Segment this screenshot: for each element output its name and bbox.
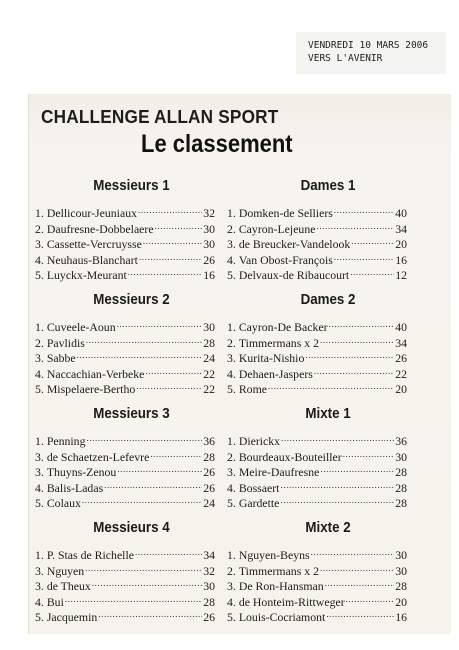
entry-name: Van Obost-François bbox=[238, 252, 333, 267]
dot-leader bbox=[117, 316, 203, 331]
dot-leader bbox=[334, 202, 394, 217]
ranking-entry bbox=[227, 202, 407, 221]
entry-rank: 3. bbox=[35, 579, 44, 594]
entry-rank: 4. bbox=[227, 252, 236, 267]
entry-name: Balis-Ladas bbox=[46, 480, 104, 495]
ranking-entry bbox=[227, 430, 407, 449]
dot-leader bbox=[86, 331, 202, 346]
entry-team bbox=[227, 579, 325, 594]
dot-leader bbox=[316, 217, 394, 232]
entry-team bbox=[35, 496, 82, 511]
entry-name: Timmermans x 2 bbox=[238, 563, 319, 578]
entry-name: Naccachian-Verbeke bbox=[46, 366, 145, 381]
entry-name: Timmermans x 2 bbox=[238, 335, 319, 350]
entry-score: 34 bbox=[203, 548, 215, 563]
entry-team bbox=[35, 610, 98, 625]
entry-team bbox=[227, 610, 326, 625]
entry-name: Bossaert bbox=[238, 480, 280, 495]
entry-name: Bourdeaux-Bouteiller bbox=[238, 449, 342, 464]
entry-score: 28 bbox=[203, 449, 215, 464]
dot-leader bbox=[305, 347, 394, 362]
clipping-date: VENDREDI 10 MARS 2006 bbox=[308, 40, 429, 51]
entry-rank: 1. bbox=[227, 206, 236, 221]
ranking-entry bbox=[35, 202, 215, 221]
entry-team bbox=[227, 222, 316, 237]
ranking-entry bbox=[35, 544, 215, 563]
entry-name: Meire-Daufresne bbox=[238, 465, 320, 480]
entry-name: Dehaen-Jaspers bbox=[238, 366, 313, 381]
dot-leader bbox=[117, 461, 202, 476]
entry-team bbox=[35, 382, 136, 397]
entry-team bbox=[35, 253, 139, 268]
entry-score: 22 bbox=[395, 366, 407, 381]
section-title: Messieurs 2 bbox=[93, 292, 170, 308]
entry-rank: 3. bbox=[227, 351, 236, 366]
section-dames-1 bbox=[227, 176, 407, 282]
dot-leader bbox=[150, 445, 202, 460]
entry-team bbox=[227, 253, 334, 268]
section-title: Dames 2 bbox=[300, 292, 356, 308]
entry-name: Rome bbox=[238, 381, 267, 396]
dot-leader bbox=[334, 248, 394, 263]
entry-rank: 5. bbox=[227, 381, 236, 396]
entry-name: Louis-Cocriamont bbox=[238, 609, 326, 624]
entry-score: 30 bbox=[203, 237, 215, 252]
entry-name: Bui bbox=[46, 594, 64, 609]
entry-score: 34 bbox=[395, 221, 407, 236]
entry-rank: 2. bbox=[227, 449, 236, 464]
entry-rank: 3. bbox=[227, 465, 236, 480]
entry-score: 26 bbox=[395, 351, 407, 366]
entry-team bbox=[227, 320, 329, 335]
entry-team bbox=[35, 595, 65, 610]
entry-rank: 1. bbox=[35, 434, 44, 449]
entry-rank: 4. bbox=[35, 252, 44, 267]
entry-name: Nguyen bbox=[46, 563, 85, 578]
entry-rank: 3. bbox=[227, 237, 236, 252]
dot-leader bbox=[329, 316, 395, 331]
entry-rank: 1. bbox=[35, 206, 44, 221]
entry-score: 28 bbox=[395, 465, 407, 480]
dot-leader bbox=[65, 590, 202, 605]
entry-rank: 2. bbox=[35, 335, 44, 350]
entry-name: Gardette bbox=[238, 495, 280, 510]
dot-leader bbox=[139, 248, 202, 263]
section-title: Messieurs 3 bbox=[93, 406, 170, 422]
entry-name: De Ron-Hansman bbox=[238, 579, 324, 594]
dot-leader bbox=[136, 378, 202, 393]
ranking-entry bbox=[35, 316, 215, 335]
entry-rank: 5. bbox=[227, 267, 236, 282]
dot-leader bbox=[82, 492, 202, 507]
dot-leader bbox=[320, 559, 394, 574]
dot-leader bbox=[145, 362, 202, 377]
entry-team bbox=[227, 548, 311, 563]
dot-leader bbox=[143, 233, 202, 248]
entry-name: Cayron-Lejeune bbox=[238, 221, 316, 236]
entry-score: 28 bbox=[395, 480, 407, 495]
article-title: Le classement bbox=[141, 130, 293, 158]
entry-score: 22 bbox=[203, 366, 215, 381]
ranking-entry bbox=[35, 430, 215, 449]
entry-score: 24 bbox=[203, 495, 215, 510]
entry-score: 30 bbox=[395, 563, 407, 578]
entry-score: 40 bbox=[395, 206, 407, 221]
ranking-entry bbox=[227, 544, 407, 563]
section-dames-2 bbox=[227, 290, 407, 396]
entry-score: 16 bbox=[203, 267, 215, 282]
section-mixte-2 bbox=[227, 518, 407, 624]
entry-team bbox=[227, 481, 280, 496]
entry-name: Delvaux-de Ribaucourt bbox=[238, 267, 350, 282]
dot-leader bbox=[86, 430, 202, 445]
dot-leader bbox=[281, 430, 394, 445]
entry-rank: 2. bbox=[227, 221, 236, 236]
entry-score: 30 bbox=[395, 449, 407, 464]
entry-score: 26 bbox=[203, 252, 215, 267]
dot-leader bbox=[98, 606, 202, 621]
dot-leader bbox=[85, 559, 202, 574]
entry-name: de Honteim-Rittweger bbox=[238, 594, 345, 609]
entry-team bbox=[227, 434, 281, 449]
entry-team bbox=[227, 237, 351, 252]
entry-name: Pavlidis bbox=[46, 335, 85, 350]
entry-score: 30 bbox=[203, 579, 215, 594]
entry-name: Domken-de Selliers bbox=[238, 206, 333, 221]
entry-name: Jacquemin bbox=[46, 609, 98, 624]
entry-team bbox=[35, 367, 145, 382]
entry-rank: 2. bbox=[227, 563, 236, 578]
entry-rank: 2. bbox=[35, 221, 44, 236]
entry-name: de Theux bbox=[46, 579, 91, 594]
ranking-entry bbox=[227, 316, 407, 335]
entry-score: 26 bbox=[203, 465, 215, 480]
entry-name: de Schaetzen-Lefevre bbox=[46, 449, 150, 464]
entry-rank: 3. bbox=[35, 449, 44, 464]
entry-score: 28 bbox=[395, 579, 407, 594]
dot-leader bbox=[138, 202, 202, 217]
entry-name: de Breucker-Vandelook bbox=[238, 237, 351, 252]
entry-rank: 3. bbox=[35, 563, 44, 578]
entry-name: Kurita-Nishio bbox=[238, 351, 305, 366]
section-messieurs-3 bbox=[35, 404, 215, 510]
dot-leader bbox=[268, 378, 394, 393]
dot-leader bbox=[92, 575, 202, 590]
dot-leader bbox=[343, 445, 395, 460]
entry-score: 28 bbox=[203, 335, 215, 350]
entry-rank: 3. bbox=[35, 237, 44, 252]
entry-score: 36 bbox=[395, 434, 407, 449]
entry-name: Dierickx bbox=[238, 434, 281, 449]
entry-score: 32 bbox=[203, 206, 215, 221]
entry-score: 26 bbox=[203, 480, 215, 495]
entry-name: Sabbe bbox=[46, 351, 76, 366]
section-title: Dames 1 bbox=[300, 178, 356, 194]
entry-team bbox=[35, 206, 138, 221]
entry-score: 28 bbox=[203, 594, 215, 609]
entry-team bbox=[35, 268, 128, 283]
entry-team bbox=[35, 237, 143, 252]
entry-team bbox=[227, 564, 320, 579]
entry-score: 26 bbox=[203, 609, 215, 624]
entry-score: 28 bbox=[395, 495, 407, 510]
dot-leader bbox=[351, 233, 394, 248]
entry-score: 30 bbox=[203, 320, 215, 335]
entry-score: 34 bbox=[395, 335, 407, 350]
entry-rank: 5. bbox=[35, 381, 44, 396]
entry-score: 20 bbox=[395, 237, 407, 252]
dot-leader bbox=[320, 461, 394, 476]
entry-score: 40 bbox=[395, 320, 407, 335]
section-messieurs-4 bbox=[35, 518, 215, 624]
dot-leader bbox=[135, 544, 202, 559]
entry-team bbox=[35, 222, 155, 237]
dot-leader bbox=[314, 362, 394, 377]
dot-leader bbox=[128, 264, 202, 279]
dot-leader bbox=[280, 476, 394, 491]
entry-name: Penning bbox=[46, 434, 86, 449]
entry-rank: 1. bbox=[35, 548, 44, 563]
entry-rank: 4. bbox=[227, 594, 236, 609]
entry-team bbox=[227, 496, 280, 511]
section-title: Messieurs 4 bbox=[93, 520, 170, 536]
dot-leader bbox=[346, 590, 395, 605]
entry-score: 24 bbox=[203, 351, 215, 366]
dot-leader bbox=[326, 606, 394, 621]
section-messieurs-1 bbox=[35, 176, 215, 282]
entry-name: P. Stas de Richelle bbox=[46, 548, 134, 563]
entry-rank: 3. bbox=[35, 351, 44, 366]
article-kicker: CHALLENGE ALLAN SPORT bbox=[41, 106, 279, 127]
clipping-date-label bbox=[296, 32, 446, 74]
entry-rank: 3. bbox=[227, 579, 236, 594]
entry-score: 30 bbox=[395, 548, 407, 563]
entry-score: 20 bbox=[395, 381, 407, 396]
entry-rank: 5. bbox=[35, 267, 44, 282]
entry-name: Nguyen-Beyns bbox=[238, 548, 310, 563]
section-mixte-1 bbox=[227, 404, 407, 510]
entry-rank: 4. bbox=[35, 594, 44, 609]
dot-leader bbox=[311, 544, 395, 559]
entry-name: Mispelaere-Bertho bbox=[46, 381, 136, 396]
entry-name: Cayron-De Backer bbox=[238, 320, 328, 335]
entry-score: 32 bbox=[203, 563, 215, 578]
entry-team bbox=[227, 268, 350, 283]
entry-rank: 5. bbox=[227, 495, 236, 510]
entry-rank: 1. bbox=[227, 434, 236, 449]
entry-name: Luyckx-Meurant bbox=[46, 267, 127, 282]
entry-name: Cuveele-Aoun bbox=[46, 320, 116, 335]
dot-leader bbox=[155, 217, 203, 232]
entry-score: 22 bbox=[203, 381, 215, 396]
entry-score: 20 bbox=[395, 594, 407, 609]
entry-rank: 1. bbox=[227, 548, 236, 563]
dot-leader bbox=[280, 492, 394, 507]
newspaper-clipping bbox=[28, 94, 451, 634]
entry-rank: 4. bbox=[35, 366, 44, 381]
entry-name: Colaux bbox=[46, 495, 81, 510]
dot-leader bbox=[350, 264, 394, 279]
entry-score: 36 bbox=[203, 434, 215, 449]
entry-name: Cassette-Vercruysse bbox=[46, 237, 142, 252]
entry-rank: 4. bbox=[35, 480, 44, 495]
entry-name: Daufresne-Dobbelaere bbox=[46, 221, 154, 236]
entry-rank: 1. bbox=[227, 320, 236, 335]
entry-rank: 5. bbox=[35, 495, 44, 510]
dot-leader bbox=[77, 347, 203, 362]
entry-name: Dellicour-Jeuniaux bbox=[46, 206, 137, 221]
entry-score: 30 bbox=[203, 221, 215, 236]
section-title: Messieurs 1 bbox=[93, 178, 170, 194]
dot-leader bbox=[104, 476, 202, 491]
entry-team bbox=[35, 434, 86, 449]
entry-score: 12 bbox=[395, 267, 407, 282]
entry-rank: 5. bbox=[227, 609, 236, 624]
entry-rank: 4. bbox=[227, 480, 236, 495]
entry-team bbox=[35, 564, 85, 579]
entry-rank: 1. bbox=[35, 320, 44, 335]
section-title: Mixte 1 bbox=[305, 406, 351, 422]
dot-leader bbox=[320, 331, 394, 346]
section-messieurs-2 bbox=[35, 290, 215, 396]
entry-score: 16 bbox=[395, 609, 407, 624]
entry-rank: 4. bbox=[227, 366, 236, 381]
dot-leader bbox=[325, 575, 395, 590]
entry-team bbox=[35, 351, 77, 366]
entry-team bbox=[227, 382, 268, 397]
entry-name: Thuyns-Zenou bbox=[46, 465, 117, 480]
clipping-source: VERS L'AVENIR bbox=[308, 53, 383, 64]
entry-rank: 3. bbox=[35, 465, 44, 480]
section-title: Mixte 2 bbox=[305, 520, 351, 536]
entry-score: 16 bbox=[395, 252, 407, 267]
entry-name: Neuhaus-Blanchart bbox=[46, 252, 138, 267]
entry-rank: 5. bbox=[35, 609, 44, 624]
entry-team bbox=[227, 351, 305, 366]
entry-rank: 2. bbox=[227, 335, 236, 350]
